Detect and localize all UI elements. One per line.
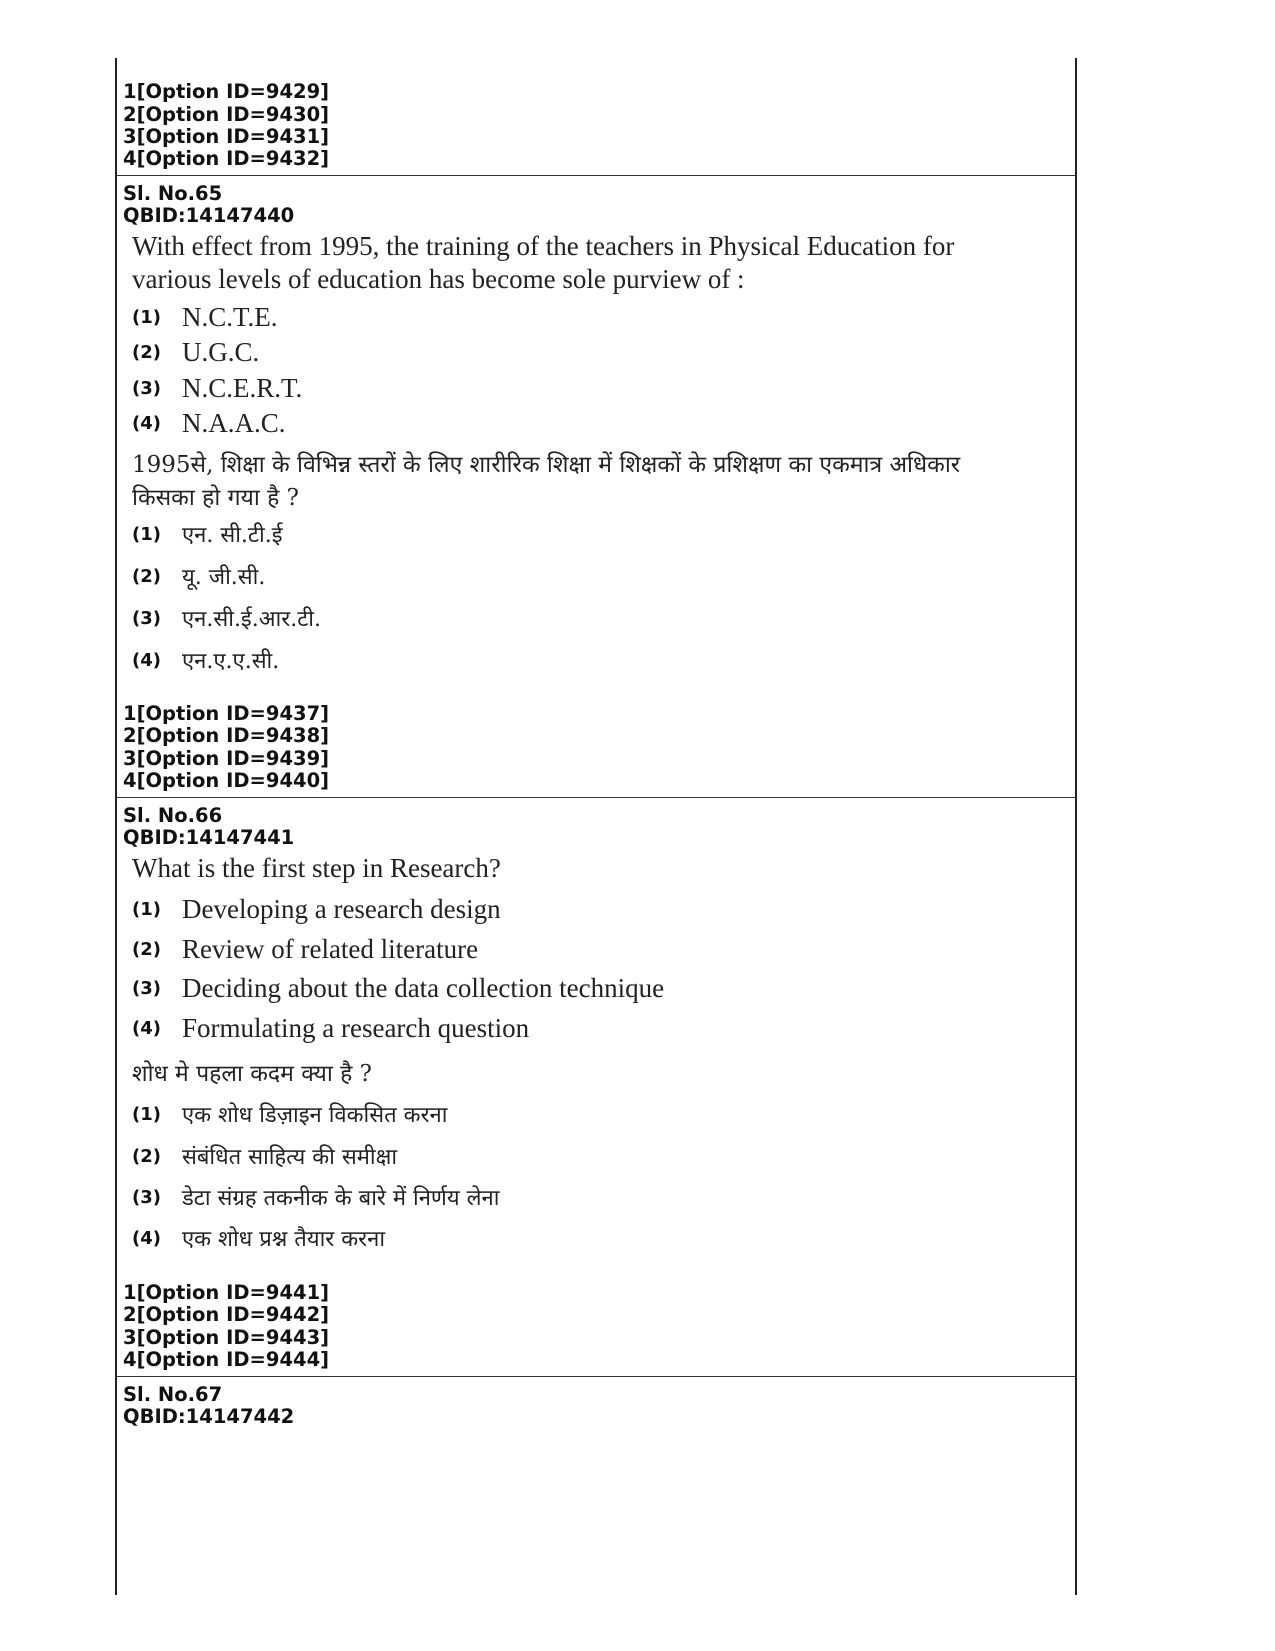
option-number: (4): [132, 649, 161, 671]
option-number: (3): [132, 377, 161, 399]
option-hindi: [132, 600, 321, 636]
qbid: QBID:14147441: [123, 826, 295, 849]
option-number: (1): [132, 1103, 161, 1125]
option-english: [132, 891, 501, 927]
option-hindi: [132, 558, 265, 594]
option-hindi: [132, 1179, 499, 1215]
option-text: N.C.E.R.T.: [182, 372, 303, 403]
option-english: [132, 931, 478, 967]
question-text-hindi: 1995से, शिक्षा के विभिन्न स्तरों के लिए शारीरिक शिक्षा में शिक्षकों के प्रशिक्षण का एकमात्र अधिकार किसका हो गया है ?: [132, 452, 961, 511]
option-text: संबंधित साहित्य की समीक्षा: [182, 1145, 398, 1170]
option-number: (1): [132, 306, 161, 328]
option-id-line: 1[Option ID=9429]: [123, 80, 330, 103]
option-text: एन. सी.टी.ई: [182, 523, 283, 548]
option-id-line: 2[Option ID=9430]: [123, 103, 330, 126]
option-english: [132, 405, 286, 441]
option-id-line: 2[Option ID=9438]: [123, 724, 330, 747]
option-id-line: 2[Option ID=9442]: [123, 1303, 330, 1326]
option-text: N.A.A.C.: [182, 407, 286, 438]
option-text: यू. जी.सी.: [182, 565, 266, 590]
option-text: U.G.C.: [182, 336, 260, 367]
option-text: Deciding about the data collection technique: [182, 972, 665, 1003]
option-english: [132, 1010, 529, 1046]
option-id-line: 4[Option ID=9444]: [123, 1348, 330, 1371]
option-number: (3): [132, 607, 161, 629]
option-hindi: [132, 1096, 447, 1132]
option-text: Formulating a research question: [182, 1012, 530, 1043]
question-table: [115, 58, 1077, 1595]
option-english: [132, 370, 302, 406]
qbid: QBID:14147440: [123, 204, 295, 227]
serial-number: Sl. No.67: [123, 1383, 223, 1406]
option-hindi: [132, 642, 279, 678]
option-english: [132, 970, 664, 1006]
option-number: (2): [132, 1145, 161, 1167]
option-number: (2): [132, 565, 161, 587]
option-number: (4): [132, 1017, 161, 1039]
serial-number: Sl. No.65: [123, 182, 223, 205]
option-text: डेटा संग्रह तकनीक के बारे में निर्णय लेना: [182, 1186, 500, 1211]
option-number: (2): [132, 341, 161, 363]
option-id-line: 3[Option ID=9439]: [123, 747, 330, 770]
option-id-line: 1[Option ID=9441]: [123, 1281, 330, 1304]
question-text-english: With effect from 1995, the training of the teachers in Physical Education for various levels of education has become sole purview of :: [132, 231, 955, 294]
option-number: (4): [132, 1227, 161, 1249]
question-text-english: What is the first step in Research?: [132, 853, 501, 883]
option-number: (3): [132, 977, 161, 999]
option-hindi: [132, 1138, 397, 1174]
option-id-line: 3[Option ID=9443]: [123, 1326, 330, 1349]
option-text: Review of related literature: [182, 933, 479, 964]
option-hindi: [132, 1220, 385, 1256]
option-number: (1): [132, 523, 161, 545]
option-text: एन.ए.ए.सी.: [182, 649, 280, 674]
option-id-line: 4[Option ID=9432]: [123, 147, 330, 170]
option-id-line: 3[Option ID=9431]: [123, 125, 330, 148]
option-text: एक शोध प्रश्न तैयार करना: [182, 1227, 386, 1252]
option-hindi: [132, 516, 283, 552]
serial-number: Sl. No.66: [123, 804, 223, 827]
option-text: Developing a research design: [182, 893, 501, 924]
option-number: (3): [132, 1186, 161, 1208]
qbid: QBID:14147442: [123, 1405, 295, 1428]
row-divider: [117, 797, 1075, 798]
row-divider: [117, 1376, 1075, 1377]
option-english: [132, 299, 278, 335]
option-number: (2): [132, 938, 161, 960]
option-english: [132, 334, 259, 370]
option-text: N.C.T.E.: [182, 301, 278, 332]
option-id-line: 1[Option ID=9437]: [123, 702, 330, 725]
option-text: एक शोध डिज़ाइन विकसित करना: [182, 1103, 448, 1128]
row-divider: [117, 175, 1075, 176]
option-number: (4): [132, 412, 161, 434]
option-text: एन.सी.ई.आर.टी.: [182, 607, 321, 632]
option-number: (1): [132, 898, 161, 920]
question-text-hindi: शोध मे पहला कदम क्या है ?: [132, 1061, 372, 1087]
option-id-line: 4[Option ID=9440]: [123, 769, 330, 792]
